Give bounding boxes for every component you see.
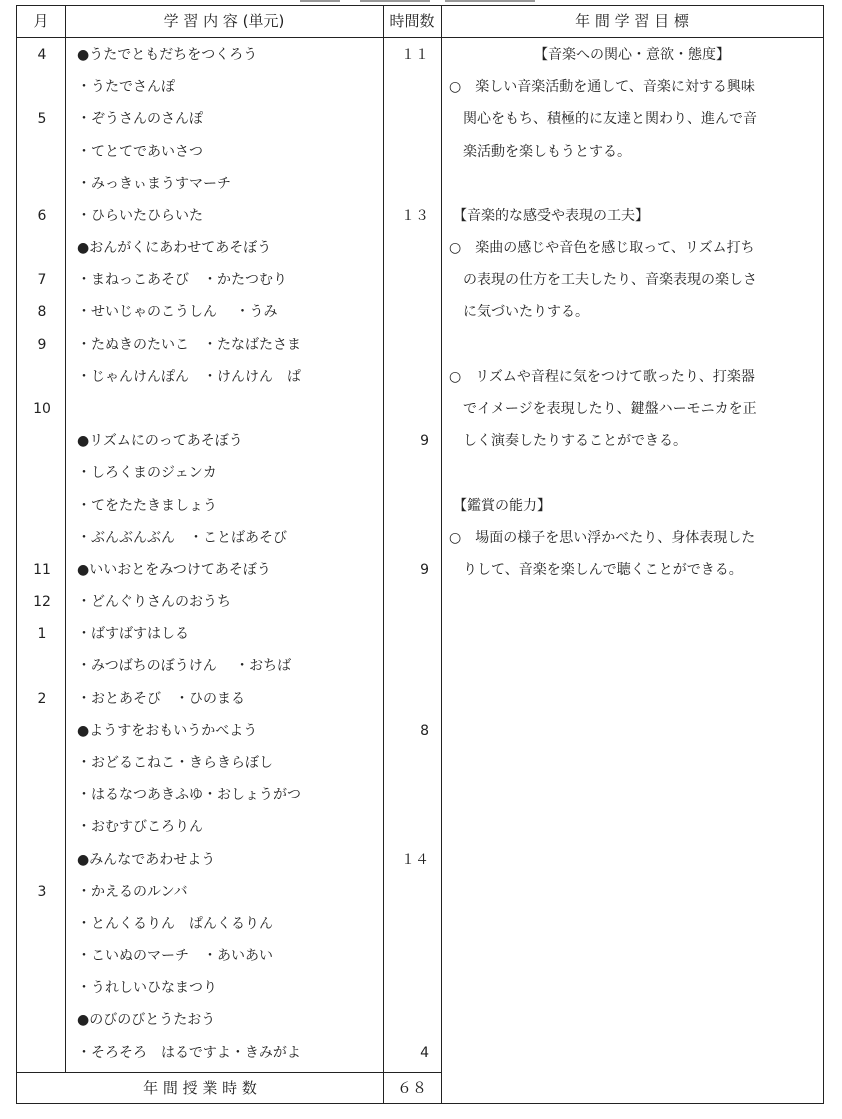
unit-title: ●リズムにのってあそぼう — [77, 433, 243, 449]
row-hours: 4 — [420, 1045, 429, 1061]
header-content: 学 習 内 容 (単元) — [163, 12, 285, 30]
song-item: ・うたでさんぽ — [77, 79, 175, 95]
song-item: ・おむすびころりん — [77, 819, 203, 835]
goal-line: ○ リズムや音程に気をつけて歌ったり、打楽器 — [449, 369, 755, 385]
row-hours: １４ — [401, 852, 429, 868]
song-item: ・おとあそび ・ひのまる — [77, 691, 245, 707]
unit-title: ●みんなであわせよう — [77, 852, 216, 868]
row-month: 8 — [37, 304, 47, 320]
row-month: 9 — [37, 337, 47, 353]
row-month: 10 — [33, 401, 51, 417]
goal-heading: 【鑑賞の能力】 — [453, 498, 551, 514]
song-item: ・ぞうさんのさんぽ — [77, 111, 203, 127]
row-month: 4 — [37, 47, 47, 63]
song-item: ・そろそろ はるですよ・きみがよ — [77, 1045, 301, 1061]
row-hours: 8 — [420, 723, 429, 739]
goal-line: の表現の仕方を工夫したり、音楽表現の楽しさ — [449, 272, 757, 288]
song-item: ・せいじゃのこうしん ・うみ — [77, 304, 278, 320]
goal-line: ○ 楽しい音楽活動を通して、音楽に対する興味 — [449, 79, 755, 95]
goal-line: しく演奏したりすることができる。 — [449, 433, 687, 449]
song-item: ・まねっこあそび ・かたつむり — [77, 272, 287, 288]
song-item: ・とんくるりん ぱんくるりん — [77, 916, 273, 932]
unit-title: ●ようすをおもいうかべよう — [77, 723, 258, 739]
goal-line: 関心をもち、積極的に友達と関わり、進んで音 — [449, 111, 757, 127]
song-item: ・みつばちのぼうけん ・おちば — [77, 658, 292, 674]
song-item: ・ばすばすはしる — [77, 626, 189, 642]
col-divider-month — [65, 6, 66, 1072]
row-hours: 9 — [420, 562, 429, 578]
unit-title: ●いいおとをみつけてあそぼう — [77, 562, 271, 578]
song-item: ・かえるのルンバ — [77, 884, 188, 900]
row-month: 2 — [37, 691, 47, 707]
col-divider-content — [383, 6, 384, 1104]
unit-title: ●のびのびとうたおう — [77, 1012, 216, 1028]
song-item: ・みっきぃまうすマーチ — [77, 176, 231, 192]
footer-label: 年 間 授 業 時 数 — [143, 1079, 257, 1097]
row-month: 3 — [37, 884, 47, 900]
song-item: ・はるなつあきふゆ・おしょうがつ — [77, 787, 301, 803]
row-month: 5 — [37, 111, 47, 127]
row-hours: １１ — [401, 47, 429, 63]
goal-line: ○ 楽曲の感じや音色を感じ取って、リズム打ち — [449, 240, 755, 256]
annual-plan-table — [16, 5, 824, 1104]
song-item: ・ひらいたひらいた — [77, 208, 203, 224]
row-month: 1 — [37, 626, 47, 642]
song-item: ・おどるこねこ・きらきらぼし — [77, 755, 273, 771]
goal-heading: 【音楽的な感受や表現の工夫】 — [453, 208, 649, 224]
song-item: ・たぬきのたいこ ・たなばたさま — [77, 337, 301, 353]
header-hours: 時間数 — [389, 12, 435, 30]
footer-total: ６８ — [396, 1079, 427, 1097]
unit-title: ●うたでともだちをつくろう — [77, 47, 258, 63]
song-item: ・こいぬのマーチ ・あいあい — [77, 948, 273, 964]
song-item: ・しろくまのジェンカ — [77, 465, 217, 481]
song-item: ・うれしいひなまつり — [77, 980, 217, 996]
goal-heading: 【音楽への関心・意欲・態度】 — [534, 47, 730, 63]
goal-line: りして、音楽を楽しんで聴くことができる。 — [449, 562, 743, 578]
song-item: ・ぶんぶんぶん ・ことばあそび — [77, 530, 287, 546]
row-month: 7 — [37, 272, 47, 288]
row-month: 6 — [37, 208, 47, 224]
row-month: 12 — [33, 594, 51, 610]
row-hours: １３ — [401, 208, 429, 224]
header-bottom-line — [17, 37, 823, 38]
header-month: 月 — [33, 12, 49, 30]
col-divider-hours — [441, 6, 442, 1104]
goal-line: に気づいたりする。 — [449, 304, 589, 320]
unit-title: ●おんがくにあわせてあそぼう — [77, 240, 272, 256]
goal-line: 楽活動を楽しもうとする。 — [449, 144, 631, 160]
header-goals: 年 間 学 習 目 標 — [575, 12, 689, 30]
song-item: ・てとてであいさつ — [77, 144, 203, 160]
song-item: ・どんぐりさんのおうち — [77, 594, 231, 610]
row-hours: 9 — [420, 433, 429, 449]
song-item: ・じゃんけんぽん ・けんけん ぱ — [77, 369, 301, 385]
goal-line: でイメージを表現したり、鍵盤ハーモニカを正 — [449, 401, 757, 417]
row-month: 11 — [33, 562, 51, 578]
song-item: ・てをたたきましょう — [77, 498, 217, 514]
goal-line: ○ 場面の様子を思い浮かべたり、身体表現した — [449, 530, 756, 546]
